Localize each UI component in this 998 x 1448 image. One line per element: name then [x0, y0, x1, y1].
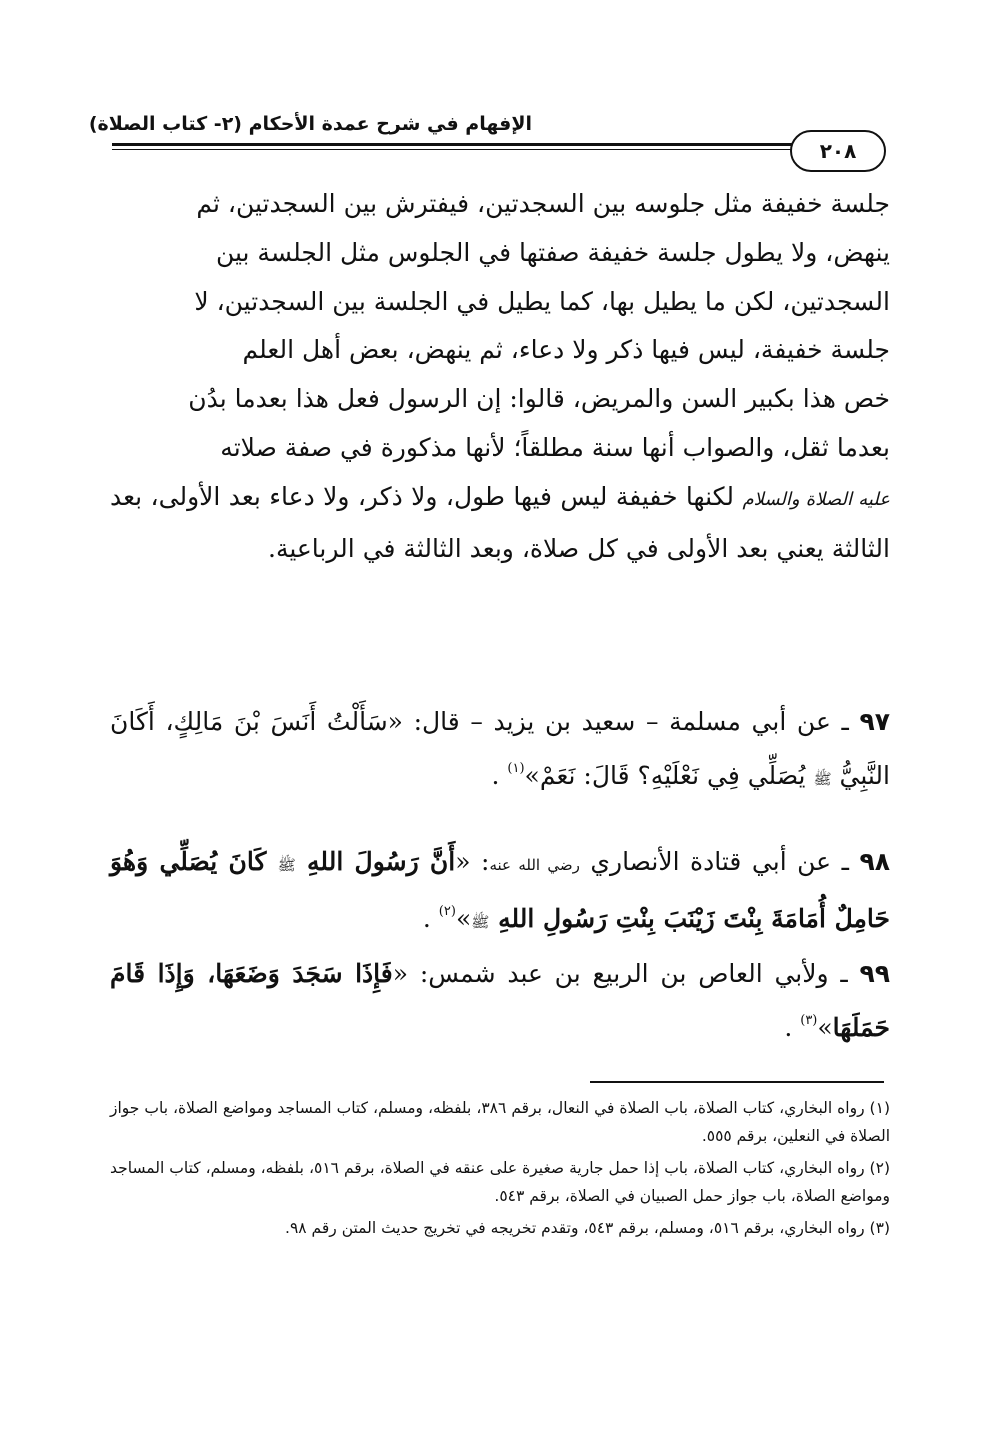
page-number: ٢٠٨: [819, 139, 857, 163]
footnote-ref[interactable]: (٢): [438, 904, 456, 919]
footnote-3: (٣) رواه البخاري، برقم ٥١٦، ومسلم، برقم ٥٤٣، وتقدم تخريجه في تخريج حديث المتن رقم ٩٨.: [285, 1219, 890, 1237]
text-span: لكنها خفيفة ليس فيها طول، ولا ذكر، ولا دعاء بعد الأولى، بعد الثالثة يعني بعد الأولى في كل صلاة، وبعد الثالثة في الرباعية.: [110, 481, 890, 563]
hadith-text: فَإِذَا سَجَدَ وَضَعَهَا، وَإِذَا قَامَ حَمَلَهَا: [110, 959, 890, 1042]
hadith-text: سَأَلْتُ أَنَسَ بْنَ مَالِكٍ، أَكَانَ النَّبِيُّ: [110, 707, 890, 790]
entry-number: ٩٨: [859, 847, 890, 876]
page-number-badge: [790, 130, 886, 172]
quote-open: : «: [455, 847, 490, 876]
header-rule-thin: [112, 149, 792, 150]
running-header-title: الإفهام في شرح عمدة الأحكام (٢- كتاب الصلاة): [88, 113, 532, 135]
entry-intro: ـ عن أبي مسلمة – سعيد بن يزيد – قال: «: [387, 707, 860, 736]
hadith-entry-99: [110, 947, 890, 1055]
quote-close: »: [817, 1013, 833, 1042]
hadith-text: كَانَ يُصَلِّي وَهُوَ حَامِلٌ أُمَامَةَ بِنْتَ زَيْنَبَ بِنْتِ رَسُولِ اللهِ: [110, 847, 890, 933]
text-line: السجدتين، لكن ما يطيل بها، كما يطيل في الجلسة بين السجدتين، لا: [194, 286, 890, 316]
footnote-separator: [590, 1081, 884, 1083]
text-line: بعدما ثقل، والصواب أنها سنة مطلقاً؛ لأنها مذكورة في صفة صلاته: [220, 432, 890, 462]
quote-close: »: [455, 904, 472, 933]
companion-honorific-icon: رضي الله عنه: [489, 856, 580, 874]
text-line: جلسة خفيفة، ليس فيها ذكر ولا دعاء، ثم ينهض، بعض أهل العلم: [242, 335, 890, 365]
footnote-ref[interactable]: (١): [507, 761, 525, 776]
entry-end: .: [491, 761, 508, 790]
entry-number: ٩٧: [859, 707, 891, 736]
honorific-icon: ﷺ: [471, 913, 490, 931]
footnotes: [110, 1094, 890, 1246]
footnote-1: (١) رواه البخاري، كتاب الصلاة، باب الصلاة في النعال، برقم ٣٨٦، بلفظه، ومسلم، كتاب المساجد ومواضع الصلاة، باب جواز الصلاة في النعلين، برقم ٥٥٥.: [110, 1099, 890, 1145]
hadith-entry-98: [110, 835, 890, 949]
header-rule-thick: [112, 143, 792, 146]
honorific-phrase: عليه الصلاة والسلام: [742, 488, 890, 510]
text-paragraph-end: [110, 473, 890, 574]
text-line: خص هذا بكبير السن والمريض، قالوا: إن الرسول فعل هذا بعدما بدُن: [188, 384, 890, 414]
entry-end: .: [784, 1013, 801, 1042]
text-line: ينهض، ولا يطول جلسة خفيفة صفتها في الجلوس مثل الجلسة بين: [215, 237, 890, 267]
honorific-icon: ﷺ: [277, 856, 296, 874]
hadith-text: أَنَّ رَسُولَ اللهِ: [295, 847, 456, 876]
text-line: جلسة خفيفة مثل جلوسه بين السجدتين، فيفترش بين السجدتين، ثم: [196, 189, 890, 218]
hadith-entry-97: [110, 695, 890, 806]
main-text: [110, 180, 890, 573]
footnote-2: (٢) رواه البخاري، كتاب الصلاة، باب إذا حمل جارية صغيرة على عنقه في الصلاة، برقم ٥١٦، بلفظه، ومسلم، كتاب المساجد ومواضع الصلاة، باب جواز حمل الصبيان في الصلاة، برقم ٥٤٣.: [110, 1159, 890, 1205]
entry-intro: ـ ولأبي العاص بن الربيع بن عبد شمس: «: [392, 959, 860, 988]
entry-intro: ـ عن أبي قتادة الأنصاري: [579, 847, 860, 876]
entry-end: .: [422, 904, 439, 933]
hadith-text: يُصَلِّي فِي نَعْلَيْهِ؟ قَالَ: نَعَمْ»: [524, 761, 814, 790]
entry-number: ٩٩: [859, 959, 890, 988]
footnote-ref[interactable]: (٣): [800, 1013, 818, 1028]
honorific-icon: ﷺ: [813, 770, 832, 788]
